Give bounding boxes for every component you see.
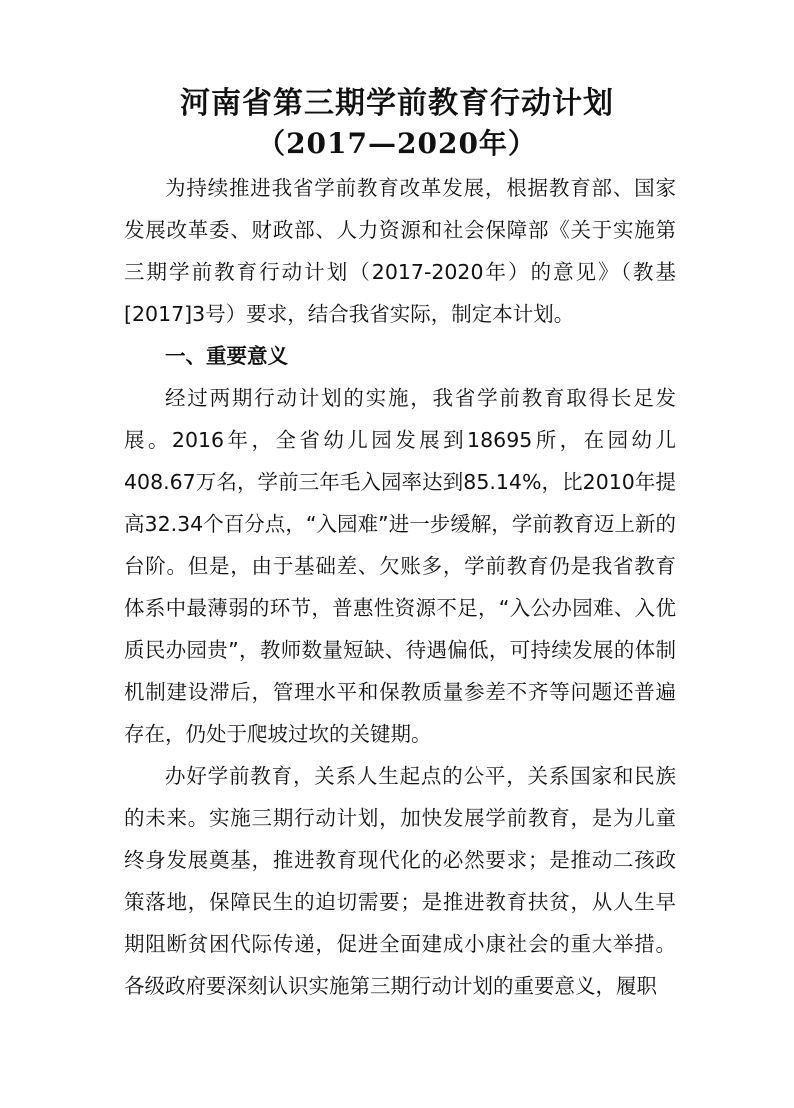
intro-paragraph: 为持续推进我省学前教育改革发展，根据教育部、国家发展改革委、财政部、人力资源和社会保障部《关于实施第三期学前教育行动计划（2017-2020年）的意见》（教基[2017]3号）要求，结合我省实际，制定本计划。	[124, 176, 676, 326]
document-body	[124, 167, 676, 1007]
section-paragraph: 经过两期行动计划的实施，我省学前教育取得长足发展。2016年，全省幼儿园发展到18695所，在园幼儿408.67万名，学前三年毛入园率达到85.14%，比2010年提高32.34个百分点，“入园难”进一步缓解，学前教育迈上新的台阶。但是，由于基础差、欠账多，学前教育仍是我省教育体系中最薄弱的环节，普惠性资源不足，“入公办园难、入优质民办园贵”，教师数量短缺、待遇偏低，可持续发展的体制机制建设滞后，管理水平和保教质量参差不齐等问题还普遍存在，仍处于爬坡过坎的关键期。	[124, 386, 676, 746]
document-title: 河南省第三期学前教育行动计划	[180, 86, 614, 121]
document-subtitle-years: （2017—2020年）	[257, 127, 537, 160]
section-heading: 一、重要意义	[165, 344, 288, 368]
section-paragraph: 办好学前教育，关系人生起点的公平，关系国家和民族的未来。实施三期行动计划，加快发展学前教育，是为儿童终身发展奠基，推进教育现代化的必然要求；是推动二孩政策落地，保障民生的迫切需要；是推进教育扶贫，从人生早期阻断贫困代际传递，促进全面建成小康社会的重大举措。各级政府要深刻认识实施第三期行动计划的重要意义，履职	[124, 764, 676, 998]
